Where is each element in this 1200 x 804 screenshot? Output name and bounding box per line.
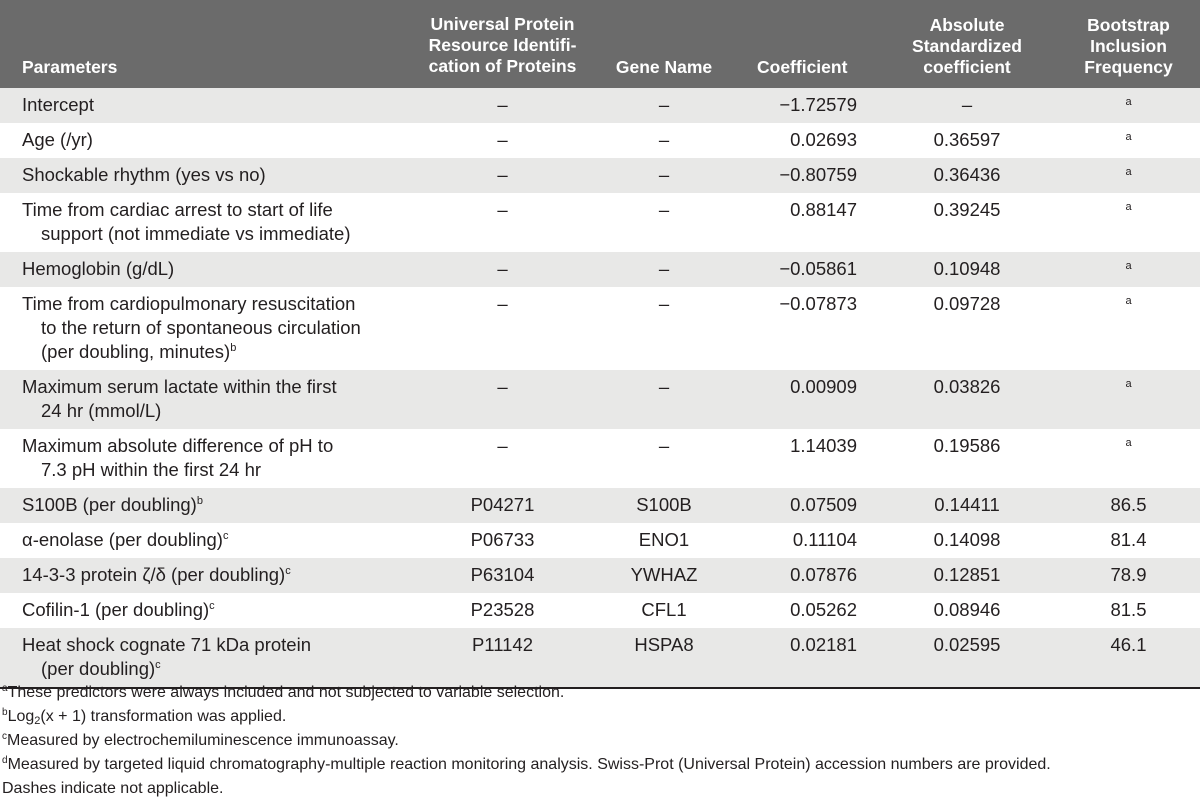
table-row <box>0 593 1200 628</box>
uniprot-cell: – <box>410 429 595 488</box>
param-cell: Heat shock cognate 71 kDa protein (per doubling)$^c$ <box>0 628 410 688</box>
table-row <box>0 628 1200 688</box>
uniprot-cell: P23528 <box>410 593 595 628</box>
header-abs-line-2: Standardized <box>912 36 1022 56</box>
header-uniprot-line-1: Universal Protein <box>430 14 575 34</box>
uniprot-cell: – <box>410 158 595 193</box>
coefficient-cell: −0.80759 <box>733 158 877 193</box>
param-cell: S100B (per doubling)$^b$ <box>0 488 410 523</box>
abs-coef-cell: 0.14411 <box>877 488 1057 523</box>
bootstrap-cell: a <box>1057 287 1200 370</box>
gene-cell: – <box>595 158 733 193</box>
gene-cell: – <box>595 429 733 488</box>
footnote-dashes: Dashes indicate not applicable. <box>2 780 224 797</box>
uniprot-cell: – <box>410 370 595 429</box>
param-cell: Time from cardiac arrest to start of life support (not immediate vs immediate) <box>0 193 410 252</box>
bootstrap-cell: 78.9 <box>1057 558 1200 593</box>
bootstrap-cell: a <box>1057 429 1200 488</box>
header-uniprot-line-2: Resource Identifi- <box>428 35 577 55</box>
coefficient-cell: 0.02693 <box>733 123 877 158</box>
gene-cell: – <box>595 193 733 252</box>
uniprot-cell: – <box>410 287 595 370</box>
table-row <box>0 252 1200 287</box>
bootstrap-cell: a <box>1057 88 1200 123</box>
gene-cell: – <box>595 287 733 370</box>
gene-cell: – <box>595 252 733 287</box>
coefficient-cell: 0.05262 <box>733 593 877 628</box>
table-header <box>0 0 1200 88</box>
param-cell: Maximum serum lactate within the first 24 hr (mmol/L) <box>0 370 410 429</box>
bootstrap-cell: 81.4 <box>1057 523 1200 558</box>
coefficient-cell: −1.72579 <box>733 88 877 123</box>
abs-coef-cell: 0.03826 <box>877 370 1057 429</box>
header-boot-line-3: Frequency <box>1084 57 1173 77</box>
abs-coef-cell: 0.08946 <box>877 593 1057 628</box>
abs-coef-cell: 0.39245 <box>877 193 1057 252</box>
footnote-a: $^a$These predictors were always included and not subjected to variable selection. <box>2 683 565 701</box>
uniprot-cell: – <box>410 252 595 287</box>
abs-coef-cell: 0.10948 <box>877 252 1057 287</box>
abs-coef-cell: 0.14098 <box>877 523 1057 558</box>
header-boot-line-2: Inclusion <box>1090 36 1167 56</box>
header-abs-line-3: coefficient <box>923 57 1011 77</box>
abs-coef-cell: 0.36597 <box>877 123 1057 158</box>
uniprot-cell: P63104 <box>410 558 595 593</box>
coefficient-cell: 0.07876 <box>733 558 877 593</box>
coefficient-cell: 1.14039 <box>733 429 877 488</box>
header-uniprot <box>410 0 595 88</box>
header-boot-line-1: Bootstrap <box>1087 15 1170 35</box>
bootstrap-cell: 81.5 <box>1057 593 1200 628</box>
abs-coef-cell: – <box>877 88 1057 123</box>
coefficient-cell: −0.05861 <box>733 252 877 287</box>
gene-cell: S100B <box>595 488 733 523</box>
gene-cell: HSPA8 <box>595 628 733 688</box>
footnote-d: $^d$Measured by targeted liquid chromatography-multiple reaction monitoring analysis. Swiss-Prot (Universal Protein) accession numbers are provided. <box>2 755 1051 773</box>
coefficient-cell: 0.11104 <box>733 523 877 558</box>
table-row <box>0 523 1200 558</box>
param-cell: Shockable rhythm (yes vs no) <box>0 158 410 193</box>
table-row <box>0 193 1200 252</box>
param-cell: Time from cardiopulmonary resuscitation to the return of spontaneous circulation (per doubling, minutes)$^b$ <box>0 287 410 370</box>
header-parameters: Parameters <box>0 0 410 88</box>
gene-cell: YWHAZ <box>595 558 733 593</box>
param-cell: Hemoglobin (g/dL) <box>0 252 410 287</box>
table-row <box>0 88 1200 123</box>
uniprot-cell: – <box>410 193 595 252</box>
uniprot-cell: P04271 <box>410 488 595 523</box>
coefficient-cell: 0.00909 <box>733 370 877 429</box>
uniprot-cell: P06733 <box>410 523 595 558</box>
abs-coef-cell: 0.19586 <box>877 429 1057 488</box>
uniprot-cell: – <box>410 123 595 158</box>
bootstrap-cell: a <box>1057 123 1200 158</box>
header-bootstrap <box>1057 0 1200 88</box>
footnote-c: $^c$Measured by electrochemiluminescence immunoassay. <box>2 731 399 749</box>
gene-cell: – <box>595 88 733 123</box>
uniprot-cell: – <box>410 88 595 123</box>
table-row <box>0 123 1200 158</box>
table-row <box>0 488 1200 523</box>
gene-cell: CFL1 <box>595 593 733 628</box>
header-gene-name: Gene Name <box>595 0 733 88</box>
gene-cell: – <box>595 370 733 429</box>
table-row <box>0 370 1200 429</box>
bootstrap-cell: 46.1 <box>1057 628 1200 688</box>
param-cell: Age (/yr) <box>0 123 410 158</box>
abs-coef-cell: 0.02595 <box>877 628 1057 688</box>
param-cell: Intercept <box>0 88 410 123</box>
abs-coef-cell: 0.09728 <box>877 287 1057 370</box>
bootstrap-cell: a <box>1057 252 1200 287</box>
table-row <box>0 558 1200 593</box>
coefficient-cell: 0.88147 <box>733 193 877 252</box>
table-footnotes <box>0 681 1192 801</box>
uniprot-cell: P11142 <box>410 628 595 688</box>
abs-coef-cell: 0.12851 <box>877 558 1057 593</box>
header-abs-line-1: Absolute <box>929 15 1005 35</box>
header-absolute-standardized <box>877 0 1057 88</box>
table-row <box>0 429 1200 488</box>
param-cell: Maximum absolute difference of pH to 7.3 pH within the first 24 hr <box>0 429 410 488</box>
table-row <box>0 287 1200 370</box>
param-cell: Cofilin-1 (per doubling)$^c$ <box>0 593 410 628</box>
bootstrap-cell: a <box>1057 158 1200 193</box>
param-cell: α-enolase (per doubling)$^c$ <box>0 523 410 558</box>
header-uniprot-line-3: cation of Proteins <box>428 56 577 76</box>
bootstrap-cell: a <box>1057 370 1200 429</box>
bootstrap-cell: a <box>1057 193 1200 252</box>
gene-cell: – <box>595 123 733 158</box>
table-row <box>0 158 1200 193</box>
param-cell: 14-3-3 protein ζ/δ (per doubling)$^c$ <box>0 558 410 593</box>
abs-coef-cell: 0.36436 <box>877 158 1057 193</box>
header-coefficient: Coefficient <box>733 0 877 88</box>
footnote-b: $^b$Log$_2$(x + 1) transformation was applied. <box>2 707 287 727</box>
table-body <box>0 88 1200 688</box>
bootstrap-cell: 86.5 <box>1057 488 1200 523</box>
gene-cell: ENO1 <box>595 523 733 558</box>
coefficient-cell: 0.07509 <box>733 488 877 523</box>
coefficient-cell: −0.07873 <box>733 287 877 370</box>
coefficient-cell: 0.02181 <box>733 628 877 688</box>
